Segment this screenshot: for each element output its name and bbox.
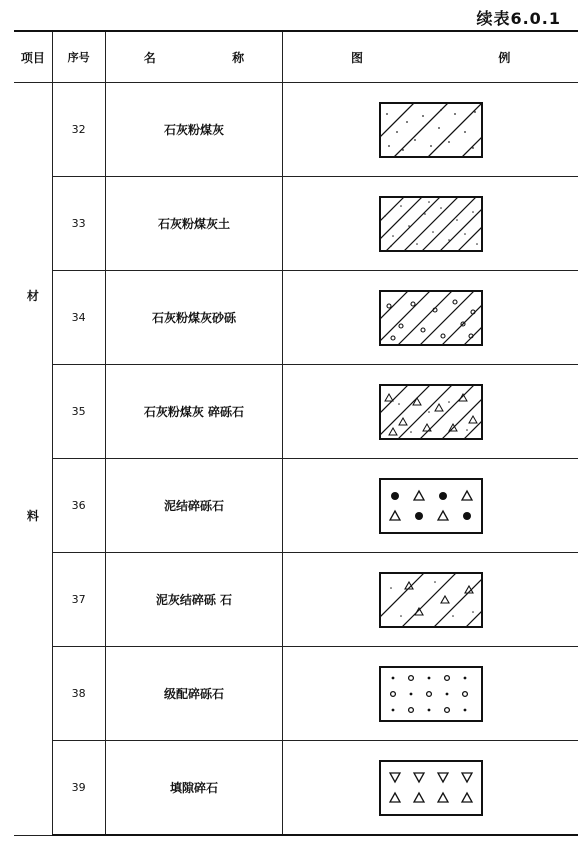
row-number: 34 [52, 271, 105, 365]
table-row [14, 459, 578, 553]
header-name-a: 名 [143, 50, 156, 65]
table-row [14, 83, 578, 177]
row-figure [283, 271, 578, 365]
row-name: 石灰粉煤灰土 [105, 177, 283, 271]
row-name: 填隙碎石 [105, 741, 283, 836]
header-figure [283, 31, 578, 83]
row-name: 石灰粉煤灰 [105, 83, 283, 177]
row-number: 33 [52, 177, 105, 271]
row-name: 级配碎砾石 [105, 647, 283, 741]
header-project: 项目 [14, 31, 52, 83]
row-figure [283, 177, 578, 271]
pattern-dots-triangles [379, 478, 483, 534]
header-number: 序号 [52, 31, 105, 83]
pattern-diagonal-triangles [379, 384, 483, 440]
header-name-b: 称 [232, 50, 245, 65]
pattern-diagonal-dense-stipple [379, 196, 483, 252]
table-row [14, 553, 578, 647]
pattern-diagonal-sparse-triangles [379, 572, 483, 628]
row-number: 39 [52, 741, 105, 836]
row-name: 泥结碎砾石 [105, 459, 283, 553]
row-number: 38 [52, 647, 105, 741]
project-char-1: 材 [26, 288, 39, 303]
legend-table [14, 30, 578, 836]
row-figure [283, 553, 578, 647]
project-char-2: 料 [26, 508, 39, 523]
pattern-triangles-up-down [379, 760, 483, 816]
row-name: 石灰粉煤灰砂砾 [105, 271, 283, 365]
pattern-dots-circles [379, 666, 483, 722]
row-figure [283, 647, 578, 741]
project-cell [14, 83, 52, 836]
row-number: 35 [52, 365, 105, 459]
table-row [14, 365, 578, 459]
row-name: 石灰粉煤灰 碎砾石 [105, 365, 283, 459]
header-figure-a: 图 [351, 50, 364, 65]
table-row [14, 177, 578, 271]
row-figure [283, 459, 578, 553]
row-figure [283, 365, 578, 459]
row-number: 36 [52, 459, 105, 553]
table-row [14, 647, 578, 741]
row-number: 32 [52, 83, 105, 177]
table-caption: 续表6.0.1 [476, 9, 561, 28]
row-figure [283, 83, 578, 177]
pattern-diagonal-circles [379, 290, 483, 346]
row-figure [283, 741, 578, 836]
row-number: 37 [52, 553, 105, 647]
header-name [105, 31, 283, 83]
table-row [14, 741, 578, 836]
table-header-row [14, 31, 578, 83]
row-name: 泥灰结碎砾 石 [105, 553, 283, 647]
header-figure-b: 例 [498, 50, 511, 65]
pattern-diagonal-stipple [379, 102, 483, 158]
table-row [14, 271, 578, 365]
